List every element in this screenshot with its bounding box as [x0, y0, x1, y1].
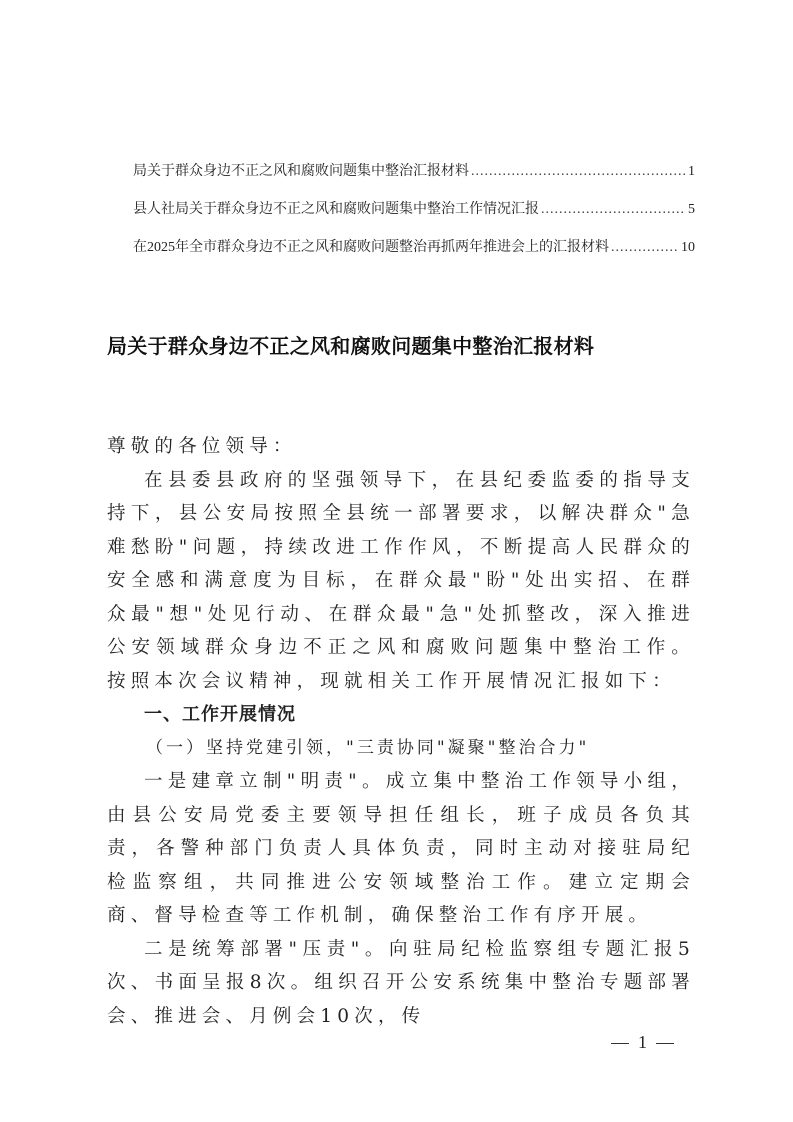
body-paragraph: 一是建章立制"明责"。成立集中整治工作领导小组，由县公安局党委主要领导担任组长，班子成员各负其责，各警种部门负责人具体负责，同时主动对接驻局纪检监察组，共同推进公安领域整治工作。建立定期会商、督导检查等工作机制，确保整治工作有序开展。 [107, 771, 695, 926]
toc-entry[interactable] [133, 160, 695, 198]
intro-paragraph: 在县委县政府的坚强领导下，在县纪委监委的指导支持下，县公安局按照全县统一部署要求，以解决群众"急难愁盼"问题，持续改进工作作风，不断提高人民群众的安全感和满意度为目标，在群众最"盼"处出实招、在群众最"想"处见行动、在群众最"急"处抓整改，深入推进公安领域群众身边不正之风和腐败问题集中整治工作。按照本次会议精神，现就相关工作开展情况汇报如下： [107, 469, 695, 692]
toc-entry-page: 1 [688, 164, 695, 179]
toc-leader-dots [471, 164, 686, 180]
dash-decoration [611, 1043, 629, 1044]
toc-entry-title: 在2025年全市群众身边不正之风和腐败问题整治再抓两年推进会上的汇报材料 [133, 240, 609, 255]
section-heading: 一、工作开展情况 [144, 704, 296, 725]
toc-entry[interactable] [133, 236, 695, 274]
toc-entry-title: 局关于群众身边不正之风和腐败问题集中整治汇报材料 [133, 164, 469, 179]
page-number-value: 1 [638, 1032, 647, 1052]
toc-entry-title: 县人社局关于群众身边不正之风和腐败问题集中整治工作情况汇报 [133, 202, 539, 217]
toc-entry-page: 10 [681, 240, 695, 255]
document-title: 局关于群众身边不正之风和腐败问题集中整治汇报材料 [107, 334, 595, 358]
toc-entry[interactable] [133, 198, 695, 236]
toc-entry-page: 5 [688, 202, 695, 217]
toc-leader-dots [611, 240, 679, 256]
subsection-heading: （一）坚持党建引领，"三责协同"凝聚"整治合力" [146, 737, 590, 758]
dash-decoration [656, 1043, 674, 1044]
document-body [107, 430, 695, 1033]
toc-leader-dots [541, 202, 686, 218]
salutation: 尊敬的各位领导： [107, 436, 297, 457]
page-number [602, 1032, 683, 1053]
body-paragraph: 二是统筹部署"压责"。向驻局纪检监察组专题汇报5次、书面呈报8次。组织召开公安系统集中整治专题部署会、推进会、月例会10次，传 [107, 938, 695, 1027]
table-of-contents [133, 160, 695, 274]
